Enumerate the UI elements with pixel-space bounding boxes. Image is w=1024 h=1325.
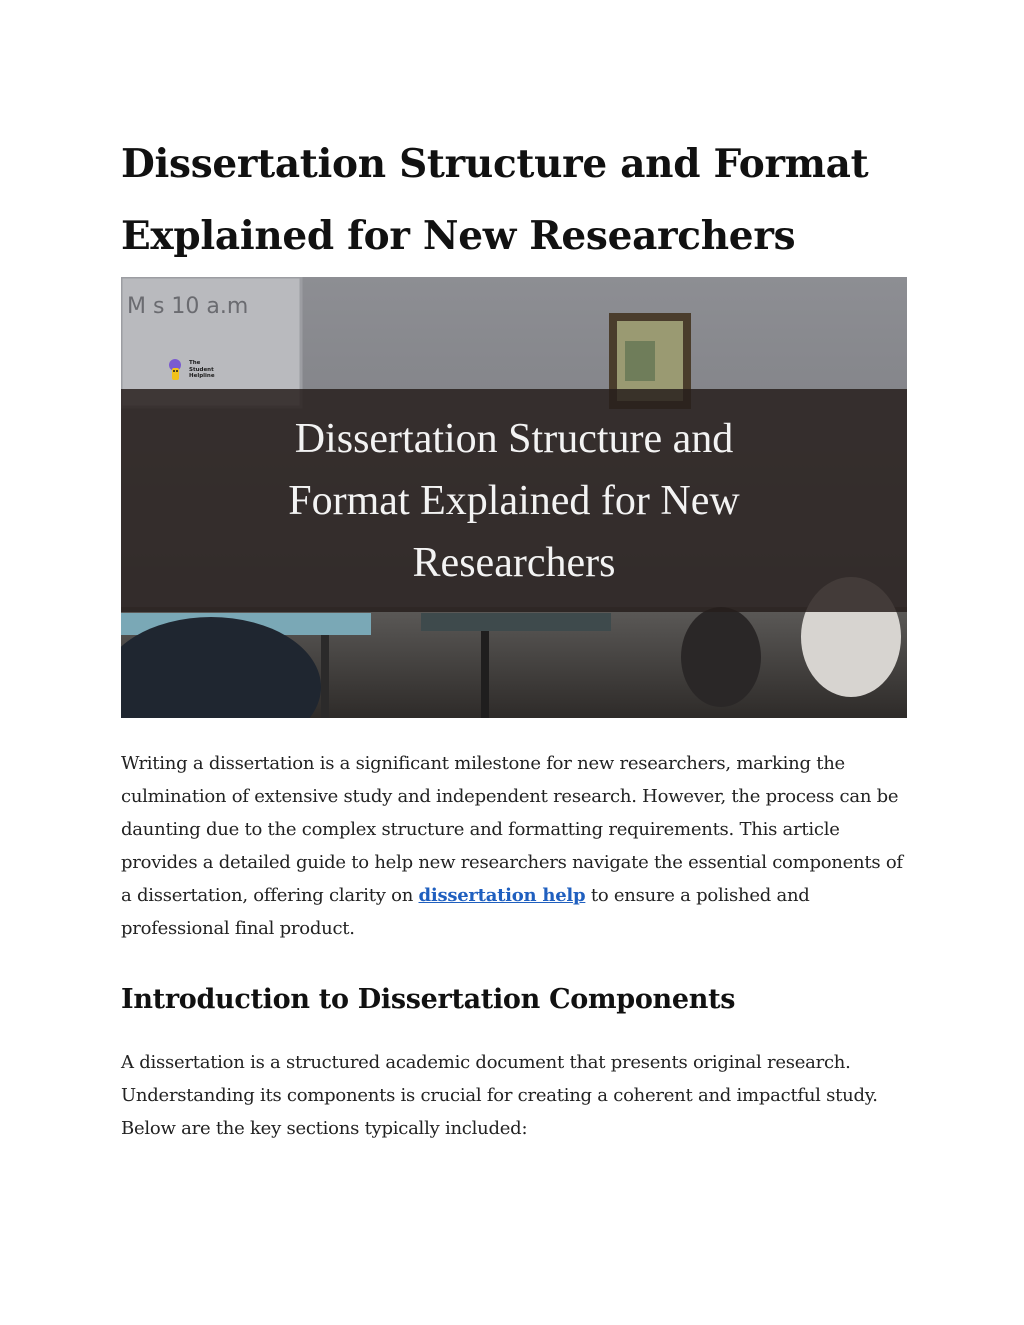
intro-text-before-link: Writing a dissertation is a significant milestone for new researchers, marking the culmination of extensive study and independent research. However, the process can be daunting due to the complex structure and formatting requirements. This article provides a detailed guide to help new researchers navigate the essential components of a dissertation, offering clarity on [121,753,903,906]
hero-title-banner [121,389,907,612]
dissertation-help-link[interactable]: dissertation help [418,885,586,906]
article-title: Dissertation Structure and Format Explained for New Researchers [121,141,869,259]
student-helpline-logo-icon [165,357,185,383]
intro-paragraph [121,747,907,945]
components-paragraph: A dissertation is a structured academic document that presents original research. Understanding its components is crucial for creating a coherent and impactful study. Below are the key sections typically included: [121,1052,878,1139]
hero-overlay-title: Dissertation Structure and Format Explained for New Researchers [288,415,740,586]
whiteboard-text: M s 10 a.m [127,294,249,319]
section-heading-components: Introduction to Dissertation Components [121,984,736,1015]
intro-text-after-link: to ensure a polished and professional final product. [121,885,810,939]
brand-name: The Student Helpline [189,360,215,380]
hero-image [121,277,907,718]
brand-logo-group [165,357,219,383]
